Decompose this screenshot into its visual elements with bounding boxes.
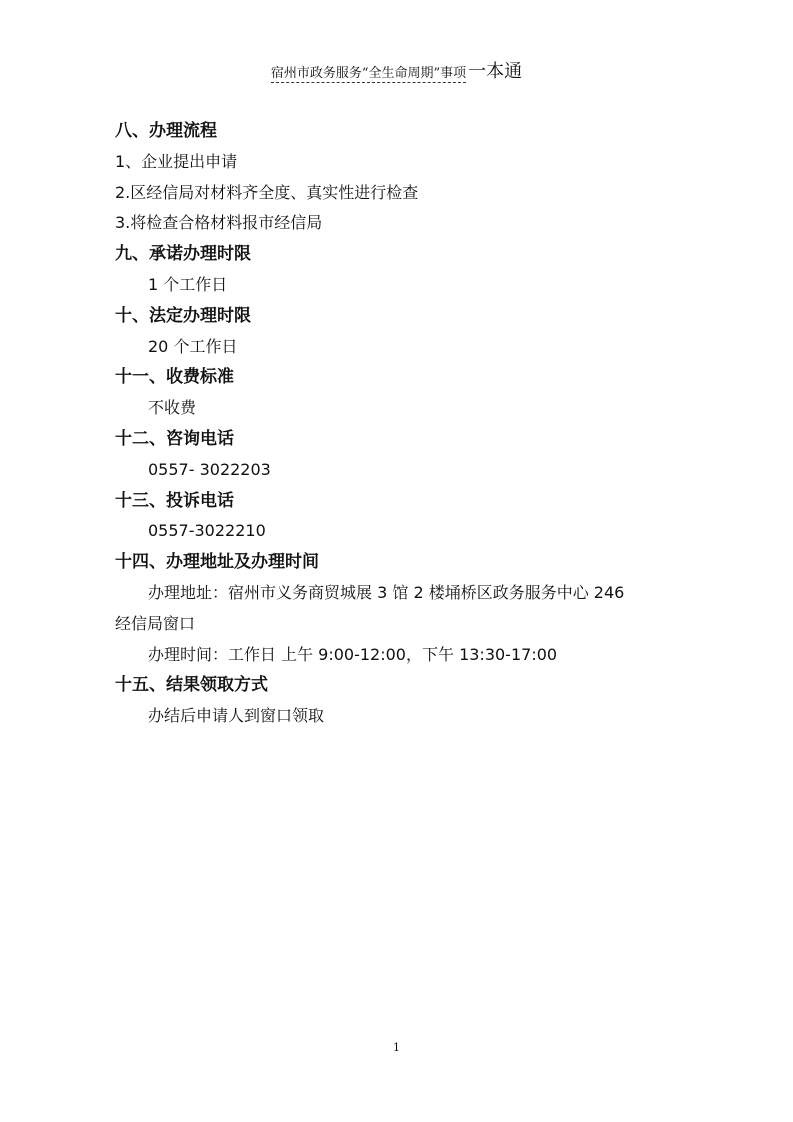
fees-value: 不收费 xyxy=(148,398,197,418)
document-body xyxy=(115,116,705,732)
page-number: 1 xyxy=(393,1041,400,1054)
result-pickup-value: 办结后申请人到窗口领取 xyxy=(148,706,325,726)
section-heading-address-time: 十四、办理地址及办理时间 xyxy=(115,552,319,573)
section-heading-promised-time: 九、承诺办理时限 xyxy=(115,244,251,265)
section-heading-result-pickup: 十五、结果领取方式 xyxy=(115,675,268,696)
address-line-continued: 经信局窗口 xyxy=(115,613,196,633)
section-heading-complaint-phone: 十三、投诉电话 xyxy=(115,490,234,511)
header-title: 宿州市政务服务“全生命周期”事项 xyxy=(270,66,467,81)
process-step: 1、企业提出申请 xyxy=(115,151,238,171)
section-heading-inquiry-phone: 十二、咨询电话 xyxy=(115,428,234,449)
promised-time-value: 1 个工作日 xyxy=(148,274,228,294)
section-heading-process: 八、办理流程 xyxy=(115,121,217,141)
process-step: 3.将检查合格材料报市经信局 xyxy=(115,213,323,233)
header-title-emphasis: 一本通 xyxy=(468,61,523,82)
legal-time-value: 20 个工作日 xyxy=(148,336,238,356)
section-heading-legal-time: 十、法定办理时限 xyxy=(115,305,251,326)
office-hours: 办理时间：工作日 上午 9:00-12:00，下午 13:30-17:00 xyxy=(148,644,558,664)
page-header xyxy=(0,61,793,85)
inquiry-phone-value: 0557- 3022203 xyxy=(148,459,271,479)
address-line: 办理地址：宿州市义务商贸城展 3 馆 2 楼埇桥区政务服务中心 246 xyxy=(148,582,625,602)
section-heading-fees: 十一、收费标准 xyxy=(115,367,234,388)
complaint-phone-value: 0557-3022210 xyxy=(148,521,266,541)
process-step: 2.区经信局对材料齐全度、真实性进行检查 xyxy=(115,182,419,202)
